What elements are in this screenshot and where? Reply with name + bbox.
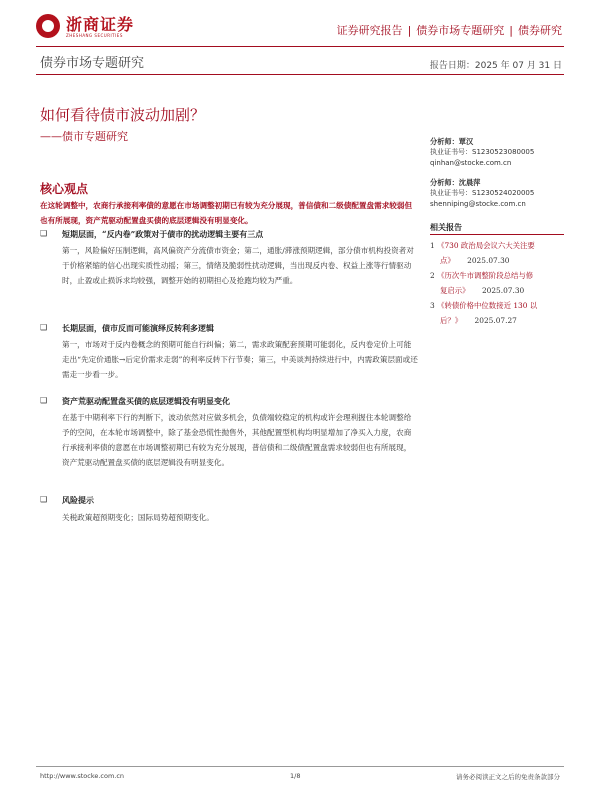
analyst-email[interactable]: qinhan@stocke.com.cn <box>430 159 512 167</box>
header-links: 证券研究报告 | 债券市场专题研究 | 债券研究 <box>336 24 562 37</box>
bullet-square-icon: ❑ <box>40 396 48 405</box>
topic-divider <box>36 74 564 75</box>
core-heading: 核心观点 <box>40 182 89 196</box>
header-divider <box>36 46 564 47</box>
bullet-heading-risk: 风险提示 <box>62 495 94 505</box>
related-reports-heading: 相关报告 <box>430 223 462 232</box>
logo-name: 浙商证券 <box>66 15 135 34</box>
bullet-text-asset-shortage: 在基于中期利率下行的判断下，波动依然对应做多机会，负债端较稳定的机构或许会理利握住本轮调整给予的空间，在本轮市场调整中，除了基金恐慌性抛售外，其他配置型机构均明显增加了净买入力度，农商行承接利率债的意愿在市场调整初期已有较为充分展现，普信债和二级债配置盘需求较弱但也有所展现，资产荒驱动配置盘买债的底层逻辑没有明显变化。 <box>62 413 412 467</box>
bullet-text-short-term: 第一，风险偏好压制逻辑，高风偏资产分流债市资金；第二，通胀/滞涨预期逻辑，部分债市机构投资者对于价格紧缩的信心出现实质性动摇；第三，情绪及脆弱性扰动逻辑，当出现反内卷、权益上涨等行情驱动时，止盈或止损诉求均较强，调整开始的初期担心及抢跑均较为严重。 <box>62 246 414 285</box>
related-report-item[interactable] <box>430 238 566 268</box>
analyst-card <box>430 177 534 210</box>
analyst-name: 分析师：沈晨萍 <box>430 178 481 187</box>
bullet-heading-asset-shortage: 资产荒驱动配置盘买债的底层逻辑没有明显变化 <box>62 396 230 406</box>
bullet-text-risk: 关税政策超预期变化；国际局势超预期变化。 <box>62 513 214 522</box>
bullet-heading-short-term: 短期层面，“反内卷”政策对于债市的扰动逻辑主要有三点 <box>62 229 264 239</box>
related-report-title-cont[interactable]: 点》 <box>440 256 455 265</box>
related-report-number: 3 <box>430 301 435 310</box>
bullet-text-long-term: 第一，市场对于反内卷概念的预期可能自行纠偏；第二，需求政策配套预期可能弱化，反内卷定价上可能走出“先定价通胀→后定价需求走弱”的利率反转下行节奏；第三，中美谈判持续进行中，内需政策层面或还需走一步看一步。 <box>62 340 418 379</box>
bullet-heading-long-term: 长期层面，债市反而可能演绎反转利多逻辑 <box>62 323 214 333</box>
analyst-cert: 执业证书号：S1230523080005 <box>430 148 535 156</box>
header-link-bond: 债券研究 <box>518 24 562 37</box>
related-report-date: 2025.07.30 <box>467 256 510 265</box>
related-report-title-cont[interactable]: 复启示》 <box>440 286 470 295</box>
related-report-number: 1 <box>430 241 435 250</box>
analyst-name: 分析师：覃汉 <box>430 137 474 146</box>
related-report-title[interactable]: 《730 政治局会议六大关注要 <box>437 241 535 250</box>
analyst-cert: 执业证书号：S1230524020005 <box>430 189 535 197</box>
bullet-square-icon: ❑ <box>40 495 48 504</box>
logo-english: ZHESHANG SECURITIES <box>66 33 123 38</box>
bullet-square-icon: ❑ <box>40 323 48 332</box>
report-date: 报告日期：2025 年 07 月 31 日 <box>429 61 562 71</box>
analyst-card <box>430 136 534 169</box>
related-report-title[interactable]: 《转债价格中位数接近 130 以 <box>437 301 538 310</box>
page-number: 1/8 <box>290 772 301 780</box>
related-reports-list <box>430 238 566 328</box>
related-report-item[interactable] <box>430 298 566 328</box>
related-divider <box>430 234 564 235</box>
footer-disclaimer: 请务必阅读正文之后的免责条款部分 <box>456 773 560 781</box>
related-report-date: 2025.07.30 <box>481 286 525 295</box>
footer-url[interactable]: http://www.stocke.com.cn <box>40 772 125 780</box>
footer-divider <box>36 766 564 767</box>
header-link-topic: 债券市场专题研究 <box>416 24 505 37</box>
core-summary: 在这轮调整中，农商行承接利率债的意愿在市场调整初期已有较为充分展现，普信债和二级债配置盘需求较弱但也有所展现，资产荒驱动配置盘买债的底层逻辑没有明显变化。 <box>40 201 413 225</box>
analyst-email[interactable]: shenniping@stocke.com.cn <box>430 200 526 208</box>
report-topic: 债券市场专题研究 <box>40 56 145 71</box>
related-report-title[interactable]: 《历次牛市调整阶段总结与修 <box>437 271 534 280</box>
report-subtitle: ——债市专题研究 <box>40 130 128 143</box>
related-report-number: 2 <box>430 271 435 280</box>
report-title: 如何看待债市波动加剧？ <box>40 106 206 124</box>
header-link-report: 证券研究报告 <box>336 24 403 37</box>
bullet-square-icon: ❑ <box>40 229 48 238</box>
related-report-title-cont[interactable]: 后？》 <box>440 316 463 325</box>
related-report-date: 2025.07.27 <box>474 316 517 325</box>
logo-mark-icon <box>36 14 60 38</box>
related-report-item[interactable] <box>430 268 566 298</box>
company-logo <box>36 12 136 44</box>
